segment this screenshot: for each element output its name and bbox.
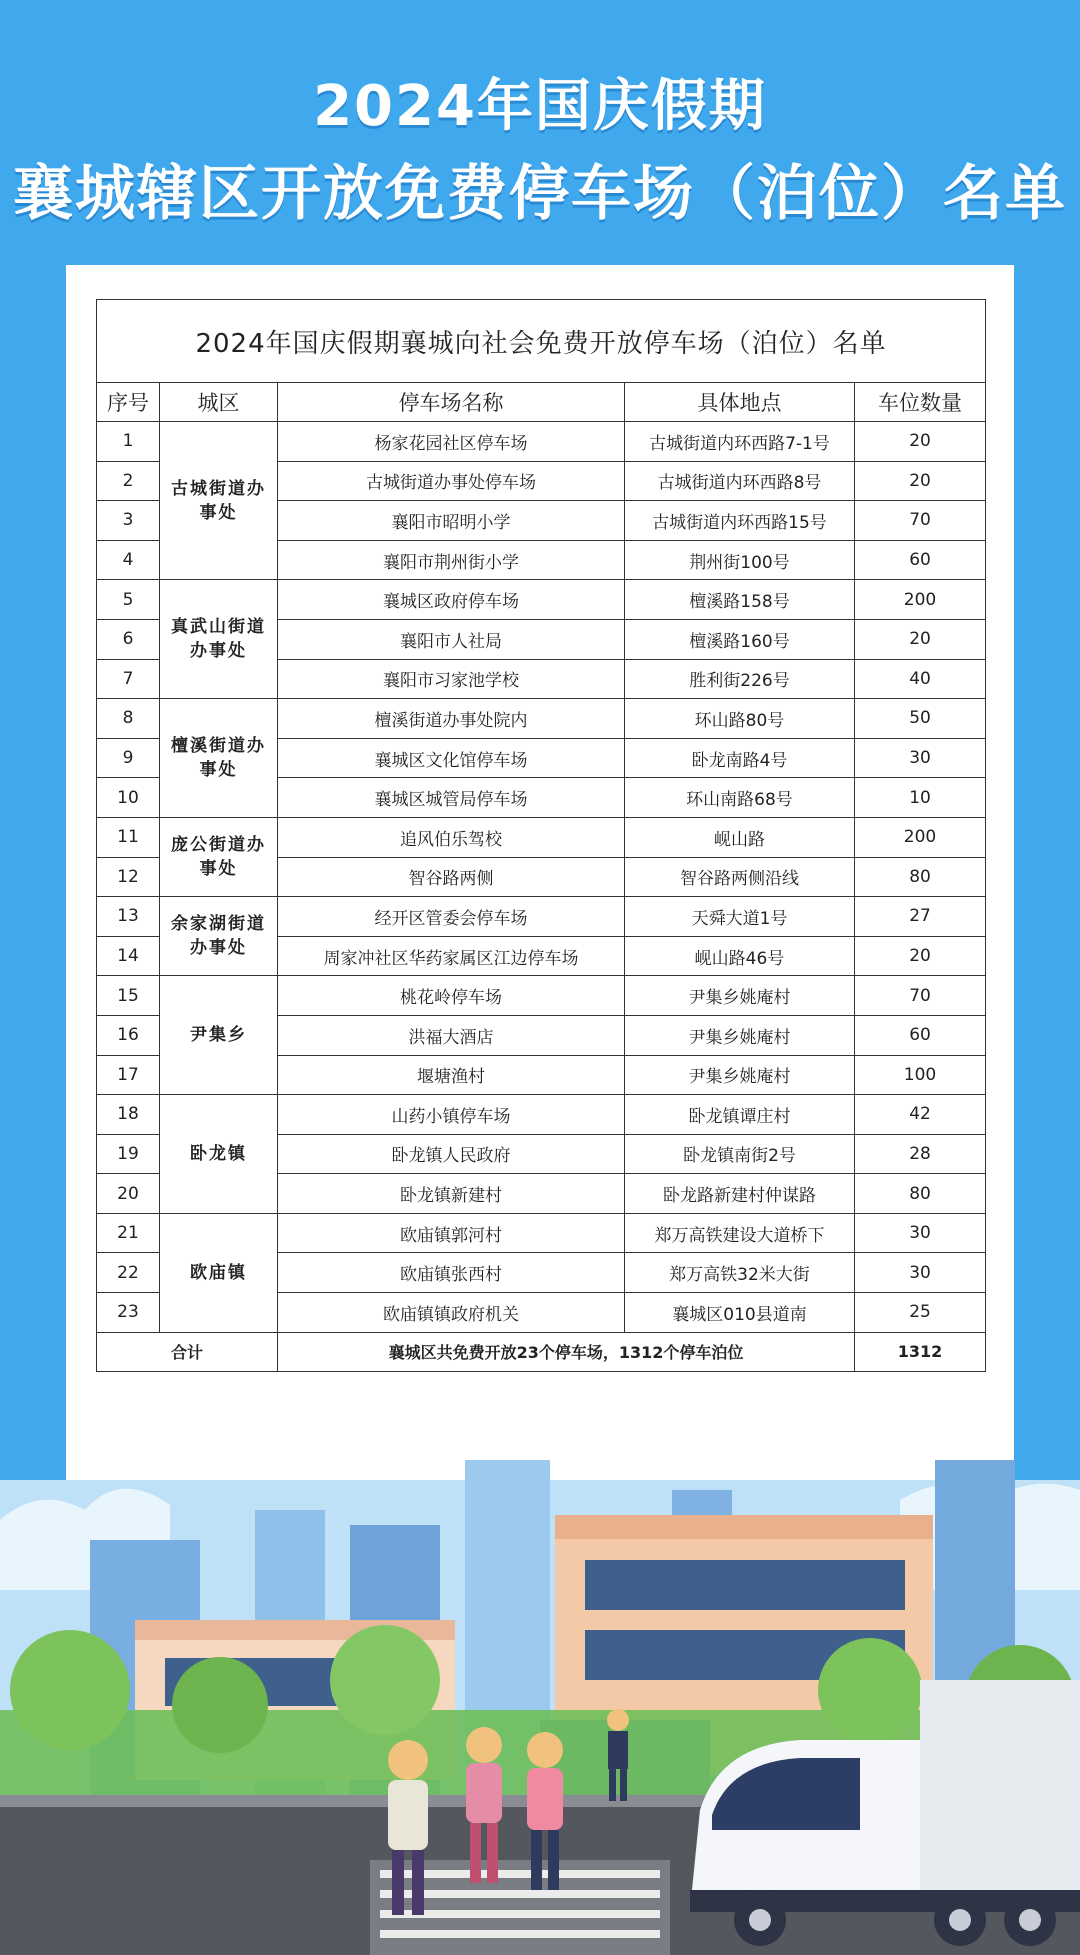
parking-count: 10: [855, 778, 986, 818]
parking-address: 天舜大道1号: [625, 897, 855, 937]
row-number: 12: [97, 857, 160, 897]
row-number: 4: [97, 540, 160, 580]
row-number: 5: [97, 580, 160, 620]
parking-count: 100: [855, 1055, 986, 1095]
row-number: 10: [97, 778, 160, 818]
row-number: 9: [97, 738, 160, 778]
parking-count: 80: [855, 1174, 986, 1214]
parking-count: 20: [855, 461, 986, 501]
parking-name: 襄城区文化馆停车场: [278, 738, 625, 778]
parking-address: 胜利街226号: [625, 659, 855, 699]
parking-address: 尹集乡姚庵村: [625, 1055, 855, 1095]
district-cell: 古城街道办事处: [160, 422, 278, 580]
total-label: 合计: [97, 1332, 278, 1371]
row-number: 20: [97, 1174, 160, 1214]
content-card: [66, 265, 1014, 1550]
parking-address: 荆州街100号: [625, 540, 855, 580]
parking-name: 追风伯乐驾校: [278, 817, 625, 857]
parking-name: 襄城区政府停车场: [278, 580, 625, 620]
headline-title: 襄城辖区开放免费停车场（泊位）名单: [13, 159, 1067, 229]
total-count: 1312: [855, 1332, 986, 1371]
district-cell: 余家湖街道办事处: [160, 897, 278, 976]
parking-address: 卧龙镇南街2号: [625, 1134, 855, 1174]
parking-address: 郑万高铁32米大街: [625, 1253, 855, 1293]
parking-count: 42: [855, 1095, 986, 1135]
parking-name: 堰塘渔村: [278, 1055, 625, 1095]
col-header-count: 车位数量: [855, 383, 986, 422]
parking-name: 智谷路两侧: [278, 857, 625, 897]
parking-count: 28: [855, 1134, 986, 1174]
parking-name: 襄阳市荆州街小学: [278, 540, 625, 580]
row-number: 2: [97, 461, 160, 501]
row-number: 1: [97, 422, 160, 462]
parking-address: 卧龙路新建村仲谋路: [625, 1174, 855, 1214]
parking-name: 襄城区城管局停车场: [278, 778, 625, 818]
total-summary: 襄城区共免费开放23个停车场，1312个停车泊位: [278, 1332, 855, 1371]
row-number: 6: [97, 619, 160, 659]
parking-address: 环山路80号: [625, 699, 855, 739]
row-number: 19: [97, 1134, 160, 1174]
parking-name: 襄阳市习家池学校: [278, 659, 625, 699]
parking-count: 20: [855, 936, 986, 976]
col-header-district: 城区: [160, 383, 278, 422]
row-number: 11: [97, 817, 160, 857]
table-row: [97, 897, 986, 937]
parking-count: 70: [855, 501, 986, 541]
parking-name: 卧龙镇人民政府: [278, 1134, 625, 1174]
parking-name: 古城街道办事处停车场: [278, 461, 625, 501]
parking-name: 洪福大酒店: [278, 1015, 625, 1055]
parking-address: 尹集乡姚庵村: [625, 976, 855, 1016]
col-header-name: 停车场名称: [278, 383, 625, 422]
parking-count: 200: [855, 817, 986, 857]
parking-count: 60: [855, 1015, 986, 1055]
row-number: 7: [97, 659, 160, 699]
parking-name: 檀溪街道办事处院内: [278, 699, 625, 739]
table-total-row: [97, 1332, 986, 1371]
parking-count: 20: [855, 422, 986, 462]
col-header-address: 具体地点: [625, 383, 855, 422]
parking-count: 20: [855, 619, 986, 659]
district-cell: 真武山街道办事处: [160, 580, 278, 699]
row-number: 13: [97, 897, 160, 937]
table-row: [97, 580, 986, 620]
table-row: [97, 1095, 986, 1135]
parking-count: 70: [855, 976, 986, 1016]
parking-count: 80: [855, 857, 986, 897]
table-row: [97, 817, 986, 857]
parking-address: 古城街道内环西路15号: [625, 501, 855, 541]
parking-address: 岘山路46号: [625, 936, 855, 976]
parking-address: 古城街道内环西路7-1号: [625, 422, 855, 462]
table-row: [97, 976, 986, 1016]
parking-address: 尹集乡姚庵村: [625, 1015, 855, 1055]
col-header-no: 序号: [97, 383, 160, 422]
parking-name: 杨家花园社区停车场: [278, 422, 625, 462]
parking-name: 襄阳市昭明小学: [278, 501, 625, 541]
parking-name: 襄阳市人社局: [278, 619, 625, 659]
row-number: 14: [97, 936, 160, 976]
parking-count: 30: [855, 738, 986, 778]
district-cell: 檀溪街道办事处: [160, 699, 278, 818]
parking-count: 200: [855, 580, 986, 620]
table-header-row: [97, 383, 986, 422]
parking-address: 智谷路两侧沿线: [625, 857, 855, 897]
parking-name: 卧龙镇新建村: [278, 1174, 625, 1214]
row-number: 23: [97, 1293, 160, 1333]
table-title: 2024年国庆假期襄城向社会免费开放停车场（泊位）名单: [97, 300, 986, 383]
parking-name: 欧庙镇张西村: [278, 1253, 625, 1293]
district-cell: 尹集乡: [160, 976, 278, 1095]
parking-count: 60: [855, 540, 986, 580]
district-cell: 卧龙镇: [160, 1095, 278, 1214]
parking-count: 40: [855, 659, 986, 699]
parking-table: [96, 299, 986, 1372]
parking-count: 50: [855, 699, 986, 739]
parking-count: 30: [855, 1253, 986, 1293]
row-number: 8: [97, 699, 160, 739]
parking-count: 27: [855, 897, 986, 937]
district-cell: 庞公街道办事处: [160, 817, 278, 896]
row-number: 18: [97, 1095, 160, 1135]
parking-address: 卧龙镇谭庄村: [625, 1095, 855, 1135]
row-number: 21: [97, 1213, 160, 1253]
parking-address: 古城街道内环西路8号: [625, 461, 855, 501]
parking-address: 环山南路68号: [625, 778, 855, 818]
parking-address: 郑万高铁建设大道桥下: [625, 1213, 855, 1253]
row-number: 17: [97, 1055, 160, 1095]
parking-address: 檀溪路160号: [625, 619, 855, 659]
parking-name: 周家冲社区华药家属区江边停车场: [278, 936, 625, 976]
parking-name: 桃花岭停车场: [278, 976, 625, 1016]
row-number: 16: [97, 1015, 160, 1055]
city-scene-illustration: [0, 1390, 1080, 1955]
table-title-row: [97, 300, 986, 383]
table-row: [97, 699, 986, 739]
row-number: 22: [97, 1253, 160, 1293]
row-number: 3: [97, 501, 160, 541]
parking-count: 30: [855, 1213, 986, 1253]
parking-address: 襄城区010县道南: [625, 1293, 855, 1333]
parking-address: 檀溪路158号: [625, 580, 855, 620]
parking-name: 欧庙镇郭河村: [278, 1213, 625, 1253]
parking-count: 25: [855, 1293, 986, 1333]
parking-name: 欧庙镇镇政府机关: [278, 1293, 625, 1333]
parking-address: 卧龙南路4号: [625, 738, 855, 778]
parking-name: 山药小镇停车场: [278, 1095, 625, 1135]
district-cell: 欧庙镇: [160, 1213, 278, 1332]
headline-year: 2024年国庆假期: [313, 74, 767, 139]
table-row: [97, 422, 986, 462]
row-number: 15: [97, 976, 160, 1016]
table-row: [97, 1213, 986, 1253]
parking-name: 经开区管委会停车场: [278, 897, 625, 937]
parking-address: 岘山路: [625, 817, 855, 857]
